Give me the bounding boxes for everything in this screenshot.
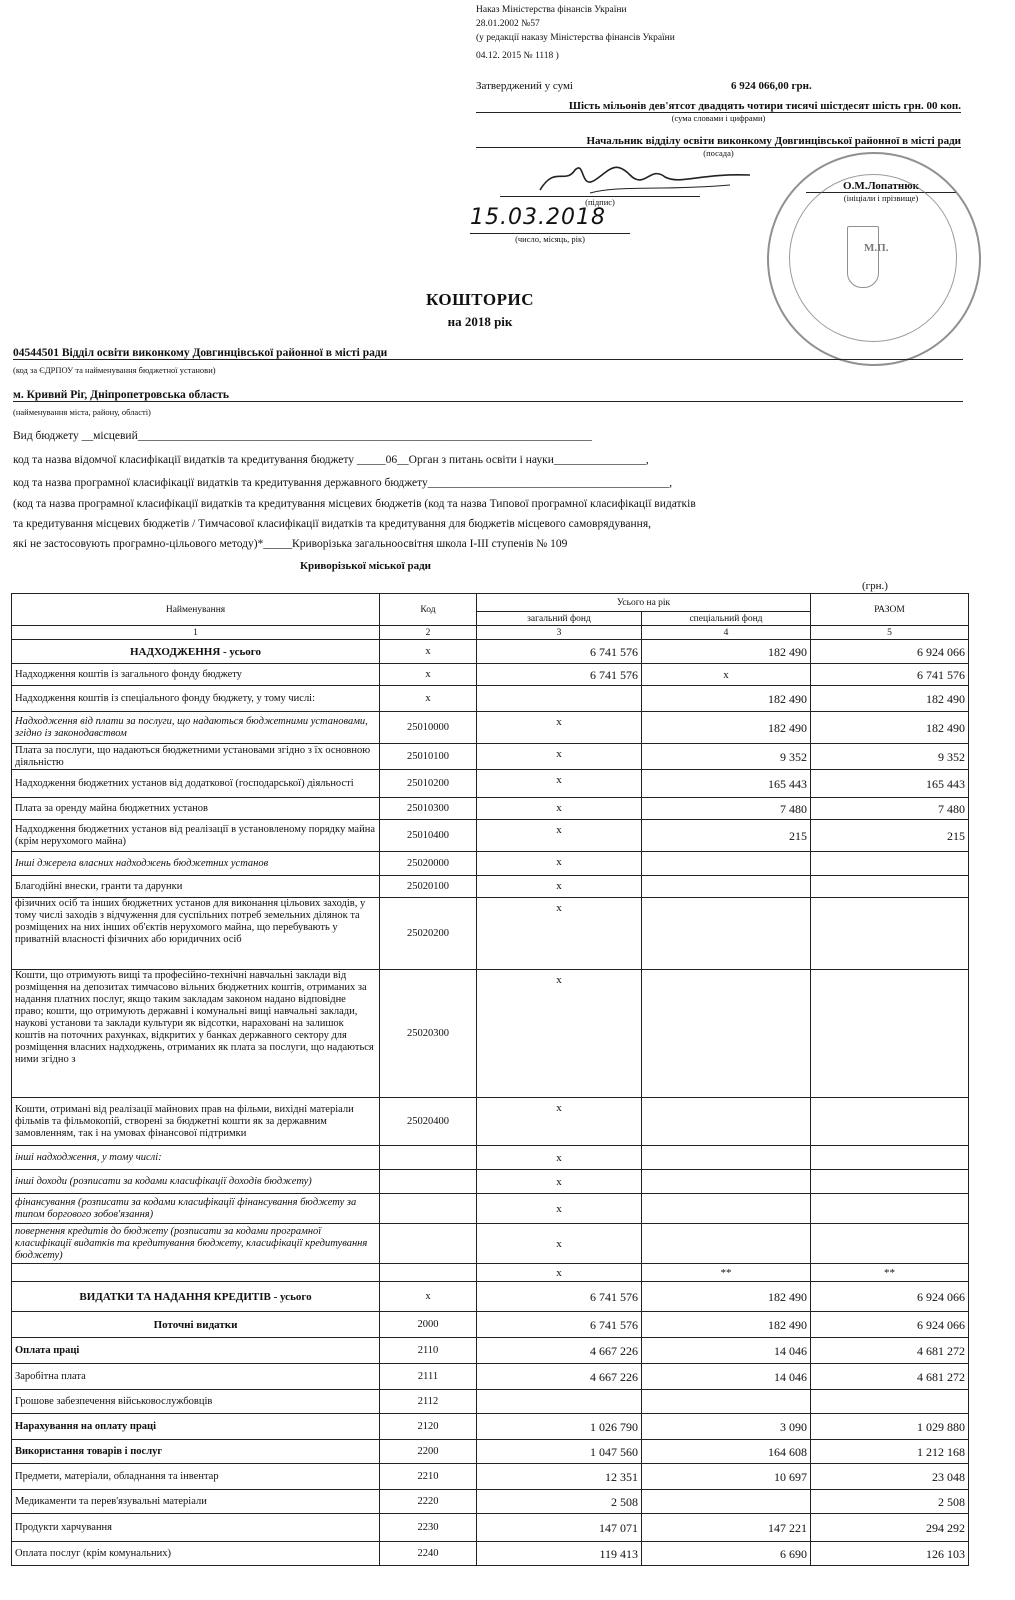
row-general-value	[477, 1390, 642, 1414]
document-year: на 2018 рік	[447, 314, 513, 329]
row-general-value: х	[477, 770, 642, 798]
header-special-fund: спеціальний фонд	[642, 612, 811, 626]
coat-of-arms-icon	[847, 226, 879, 288]
row-special-value: 14 046	[642, 1338, 811, 1364]
row-special-value	[642, 898, 811, 970]
row-special-value	[642, 1146, 811, 1170]
row-name: Надходження коштів із загального фонду бюджету	[12, 664, 380, 686]
city-field: м. Кривий Ріг, Дніпропетровська область	[13, 389, 963, 402]
row-code: 2240	[380, 1542, 477, 1566]
row-general-value: х	[477, 1264, 642, 1282]
sum-in-words	[476, 100, 961, 123]
institution-caption: (код за ЄДРПОУ та найменування бюджетної установи)	[13, 365, 216, 375]
row-code: х	[380, 1282, 477, 1312]
row-total-value: 126 103	[811, 1542, 969, 1566]
row-name: Предмети, матеріали, обладнання та інвентар	[12, 1464, 380, 1490]
row-total-value	[811, 970, 969, 1098]
header-total-year: Усього на рік	[477, 594, 811, 612]
row-name: інші надходження, у тому числі:	[12, 1146, 380, 1170]
order-reference	[476, 3, 956, 63]
header-general-fund: загальний фонд	[477, 612, 642, 626]
row-code: 25020100	[380, 876, 477, 898]
row-general-value: 6 741 576	[477, 1312, 642, 1338]
date-line	[470, 233, 630, 244]
row-name: Поточні видатки	[12, 1312, 380, 1338]
row-code: 25020400	[380, 1098, 477, 1146]
row-total-value	[811, 852, 969, 876]
row-code: 2110	[380, 1338, 477, 1364]
row-special-value: х	[642, 664, 811, 686]
table-row	[12, 770, 969, 798]
approver-post-text: Начальник відділу освіти виконкому Довгинцівської районної в місті ради	[476, 135, 961, 148]
row-total-value: 7 480	[811, 798, 969, 820]
row-code: 25010000	[380, 712, 477, 744]
table-row	[12, 1282, 969, 1312]
row-general-value: х	[477, 970, 642, 1098]
row-code: 25020000	[380, 852, 477, 876]
row-general-value: 1 047 560	[477, 1440, 642, 1464]
col-num-1: 1	[12, 626, 380, 640]
order-line-1: Наказ Міністерства фінансів України	[476, 5, 627, 15]
table-row	[12, 1414, 969, 1440]
row-total-value: 1 029 880	[811, 1414, 969, 1440]
signature-caption: (підпис)	[585, 197, 615, 207]
row-name: Оплата праці	[12, 1338, 380, 1364]
row-special-value	[642, 1224, 811, 1264]
table-row	[12, 876, 969, 898]
row-code: 25020200	[380, 898, 477, 970]
row-general-value	[477, 686, 642, 712]
date-caption: (число, місяць, рік)	[515, 234, 585, 244]
row-general-value: 2 508	[477, 1490, 642, 1514]
row-special-value	[642, 1098, 811, 1146]
table-row	[12, 1146, 969, 1170]
row-special-value	[642, 876, 811, 898]
row-general-value: 119 413	[477, 1542, 642, 1566]
row-code	[380, 1194, 477, 1224]
row-special-value	[642, 1390, 811, 1414]
header-sum: РАЗОМ	[811, 594, 969, 626]
row-general-value: х	[477, 1224, 642, 1264]
row-total-value	[811, 1146, 969, 1170]
row-name: Благодійні внески, гранти та дарунки	[12, 876, 380, 898]
row-code: 2220	[380, 1490, 477, 1514]
local-classification-line-2: та кредитування місцевих бюджетів / Тимчасової класифікації видатків та кредитування для бюджетів місцевого самоврядування,	[13, 518, 651, 530]
row-special-value: 9 352	[642, 744, 811, 770]
row-code: х	[380, 640, 477, 664]
row-special-value: 182 490	[642, 640, 811, 664]
row-name: фізичних осіб та інших бюджетних установ для виконання цільових заходів, у тому числі заходів з відчуження для суспільних потреб земельних ділянок та розміщених на них інших об'єктів нерухомого майна, що перебувають у приватній власності фізичних або юридичних осіб	[12, 898, 380, 970]
table-row	[12, 712, 969, 744]
sum-words-text: Шість мільонів дев'ятсот двадцять чотири тисячі шістдесят шість грн. 00 коп.	[476, 100, 961, 113]
row-general-value: 4 667 226	[477, 1338, 642, 1364]
approved-label: Затверджений у сумі	[476, 80, 573, 92]
row-code: 25010200	[380, 770, 477, 798]
row-code: 25020300	[380, 970, 477, 1098]
row-general-value: 6 741 576	[477, 640, 642, 664]
row-general-value: х	[477, 820, 642, 852]
table-row	[12, 1490, 969, 1514]
table-row	[12, 1390, 969, 1414]
local-classification-line-3: які не застосовують програмно-цільового методу)*_____Криворізька загальноосвітня школа І-ІІІ ступенів № 109	[13, 538, 568, 550]
row-general-value: х	[477, 1170, 642, 1194]
name-caption: (ініціали і прізвище)	[843, 193, 919, 203]
budget-type-line: Вид бюджету __місцевий_______________________________________________________________________________	[13, 430, 592, 442]
header-row	[12, 594, 969, 612]
row-general-value: 1 026 790	[477, 1414, 642, 1440]
row-name: Нарахування на оплату праці	[12, 1414, 380, 1440]
table-row	[12, 640, 969, 664]
row-total-value	[811, 1194, 969, 1224]
institution-field: 04544501 Відділ освіти виконкому Довгинцівської районної в місті ради	[13, 347, 963, 360]
row-name: Плата за оренду майна бюджетних установ	[12, 798, 380, 820]
row-special-value	[642, 970, 811, 1098]
order-line-4: 04.12. 2015 № 1118 )	[476, 51, 559, 61]
row-special-value: 215	[642, 820, 811, 852]
stamp-mp-label: М.П.	[864, 242, 889, 254]
row-code: 2111	[380, 1364, 477, 1390]
program-classification-line: код та назва програмної класифікації видатків та кредитування державного бюджету__________________________________________,	[13, 477, 673, 489]
local-classification-line-4: Криворізької міської ради	[300, 560, 431, 572]
table-row	[12, 686, 969, 712]
table-row	[12, 1464, 969, 1490]
table-row	[12, 1194, 969, 1224]
row-general-value: х	[477, 798, 642, 820]
row-code	[380, 1146, 477, 1170]
row-code: х	[380, 664, 477, 686]
row-total-value	[811, 1390, 969, 1414]
row-special-value: 7 480	[642, 798, 811, 820]
row-name: фінансування (розписати за кодами класифікації фінансування бюджету за типом боргового зобов'язання)	[12, 1194, 380, 1224]
handwritten-date: 15.03.2018	[470, 205, 606, 230]
approver-name: О.М.Лопатнюк	[806, 180, 956, 193]
sum-words-caption: (сума словами і цифрами)	[671, 113, 766, 123]
row-total-value	[811, 1170, 969, 1194]
row-code: 25010400	[380, 820, 477, 852]
row-name: Використання товарів і послуг	[12, 1440, 380, 1464]
row-special-value: 182 490	[642, 712, 811, 744]
table-row	[12, 1514, 969, 1542]
row-total-value: 6 924 066	[811, 640, 969, 664]
row-name: Заробітна плата	[12, 1364, 380, 1390]
table-row	[12, 898, 969, 970]
row-name: Кошти, що отримують вищі та професійно-технічні навчальні заклади від розміщення на депозитах тимчасово вільних бюджетних коштів, отриманих за надання платних послуг, якщо таким закладам законом надано відповідне право; кошти, що отримують державні і комунальні вищі навчальні заклади, наукові установи та заклади культури як відсотки, нараховані на залишок коштів на поточних рахунках, відкритих у банках державного сектору для розміщення власних надходжень, отриманих як плата за послуги, що надаються ними згідно з	[12, 970, 380, 1098]
table-row	[12, 744, 969, 770]
row-general-value: х	[477, 876, 642, 898]
official-stamp	[767, 152, 981, 366]
row-special-value	[642, 1490, 811, 1514]
row-name: Плата за послуги, що надаються бюджетними установами згідно з їх основною діяльністю	[12, 744, 380, 770]
budget-table	[11, 593, 969, 1566]
row-total-value: 4 681 272	[811, 1364, 969, 1390]
row-special-value: 3 090	[642, 1414, 811, 1440]
row-general-value: 12 351	[477, 1464, 642, 1490]
table-row	[12, 1542, 969, 1566]
row-name: Медикаменти та перев'язувальні матеріали	[12, 1490, 380, 1514]
signature	[530, 155, 760, 200]
row-total-value	[811, 1224, 969, 1264]
row-special-value	[642, 1170, 811, 1194]
table-row	[12, 1264, 969, 1282]
order-line-2: 28.01.2002 №57	[476, 19, 540, 29]
row-code	[380, 1224, 477, 1264]
table-row	[12, 1338, 969, 1364]
row-total-value: 182 490	[811, 686, 969, 712]
row-name: Надходження бюджетних установ від додаткової (господарської) діяльності	[12, 770, 380, 798]
row-general-value: 147 071	[477, 1514, 642, 1542]
row-special-value: 182 490	[642, 1312, 811, 1338]
row-special-value: 182 490	[642, 1282, 811, 1312]
header-name: Найменування	[12, 594, 380, 626]
row-general-value: х	[477, 712, 642, 744]
row-total-value	[811, 898, 969, 970]
post-caption: (посада)	[703, 148, 734, 158]
row-code	[380, 1170, 477, 1194]
currency-label: (грн.)	[862, 580, 888, 592]
col-num-4: 4	[642, 626, 811, 640]
row-name: повернення кредитів до бюджету (розписати за кодами програмної класифікації видатків та кредитування бюджету, класифікації кредитування бюджету)	[12, 1224, 380, 1264]
header-code: Код	[380, 594, 477, 626]
table-row	[12, 852, 969, 876]
col-num-3: 3	[477, 626, 642, 640]
row-name: НАДХОДЖЕННЯ - усього	[12, 640, 380, 664]
row-code	[380, 1264, 477, 1282]
row-name: Надходження бюджетних установ від реалізації в установленому порядку майна (крім нерухомого майна)	[12, 820, 380, 852]
table-row	[12, 1364, 969, 1390]
row-special-value: 6 690	[642, 1542, 811, 1566]
row-special-value: 165 443	[642, 770, 811, 798]
row-general-value: 6 741 576	[477, 1282, 642, 1312]
row-name	[12, 1264, 380, 1282]
row-name: ВИДАТКИ ТА НАДАННЯ КРЕДИТІВ - усього	[12, 1282, 380, 1312]
table-row	[12, 1170, 969, 1194]
row-total-value: **	[811, 1264, 969, 1282]
approved-amount: 6 924 066,00 грн.	[731, 80, 812, 92]
row-total-value: 9 352	[811, 744, 969, 770]
row-total-value: 4 681 272	[811, 1338, 969, 1364]
row-general-value: х	[477, 1098, 642, 1146]
row-total-value: 294 292	[811, 1514, 969, 1542]
row-name: Інші джерела власних надходжень бюджетних установ	[12, 852, 380, 876]
row-general-value: х	[477, 898, 642, 970]
row-total-value: 23 048	[811, 1464, 969, 1490]
col-num-2: 2	[380, 626, 477, 640]
row-name: Продукти харчування	[12, 1514, 380, 1542]
row-name: Оплата послуг (крім комунальних)	[12, 1542, 380, 1566]
row-general-value: х	[477, 852, 642, 876]
row-total-value: 165 443	[811, 770, 969, 798]
row-code: 25010300	[380, 798, 477, 820]
approved-sum	[476, 80, 956, 92]
row-special-value: 164 608	[642, 1440, 811, 1464]
table-row	[12, 1224, 969, 1264]
row-total-value: 6 741 576	[811, 664, 969, 686]
row-name: Кошти, отримані від реалізації майнових прав на фільми, вихідні матеріали фільмів та фільмокопій, створені за бюджетні кошти як за державним замовленням, так і на умовах фінансової підтримки	[12, 1098, 380, 1146]
row-code: 2210	[380, 1464, 477, 1490]
row-special-value: 147 221	[642, 1514, 811, 1542]
table-row	[12, 820, 969, 852]
table-row	[12, 1440, 969, 1464]
order-line-3: (у редакції наказу Міністерства фінансів України	[476, 33, 675, 43]
row-name: Надходження від плати за послуги, що надаються бюджетними установами, згідно із законодавством	[12, 712, 380, 744]
row-code: х	[380, 686, 477, 712]
row-code: 2112	[380, 1390, 477, 1414]
row-special-value: 182 490	[642, 686, 811, 712]
row-code: 2230	[380, 1514, 477, 1542]
row-total-value: 182 490	[811, 712, 969, 744]
row-special-value: 14 046	[642, 1364, 811, 1390]
dept-classification-line: код та назва відомчої класифікації видатків та кредитування бюджету _____06__Орган з питань освіти і науки________________,	[13, 454, 649, 466]
row-code: 2200	[380, 1440, 477, 1464]
local-classification-line-1: (код та назва програмної класифікації видатків та кредитування місцевих бюджетів (код та назва Типової програмної класифікації видатків	[13, 498, 696, 510]
col-num-5: 5	[811, 626, 969, 640]
row-special-value	[642, 852, 811, 876]
row-code: 25010100	[380, 744, 477, 770]
row-special-value: 10 697	[642, 1464, 811, 1490]
row-total-value: 2 508	[811, 1490, 969, 1514]
row-total-value	[811, 1098, 969, 1146]
table-row	[12, 1312, 969, 1338]
row-special-value: **	[642, 1264, 811, 1282]
document-title: КОШТОРИС	[425, 290, 535, 309]
row-general-value: 4 667 226	[477, 1364, 642, 1390]
table-row	[12, 798, 969, 820]
row-name: Грошове забезпечення військовослужбовців	[12, 1390, 380, 1414]
row-general-value: х	[477, 744, 642, 770]
row-general-value: х	[477, 1146, 642, 1170]
row-code: 2120	[380, 1414, 477, 1440]
row-name: Надходження коштів із спеціального фонду бюджету, у тому числі:	[12, 686, 380, 712]
row-total-value: 6 924 066	[811, 1282, 969, 1312]
row-total-value: 6 924 066	[811, 1312, 969, 1338]
city-caption: (найменування міста, району, області)	[13, 407, 151, 417]
table-row	[12, 1098, 969, 1146]
row-total-value: 1 212 168	[811, 1440, 969, 1464]
row-code: 2000	[380, 1312, 477, 1338]
table-row	[12, 970, 969, 1098]
row-total-value	[811, 876, 969, 898]
header-number-row	[12, 626, 969, 640]
row-special-value	[642, 1194, 811, 1224]
row-general-value: 6 741 576	[477, 664, 642, 686]
row-name: інші доходи (розписати за кодами класифікації доходів бюджету)	[12, 1170, 380, 1194]
row-general-value: х	[477, 1194, 642, 1224]
row-total-value: 215	[811, 820, 969, 852]
table-row	[12, 664, 969, 686]
